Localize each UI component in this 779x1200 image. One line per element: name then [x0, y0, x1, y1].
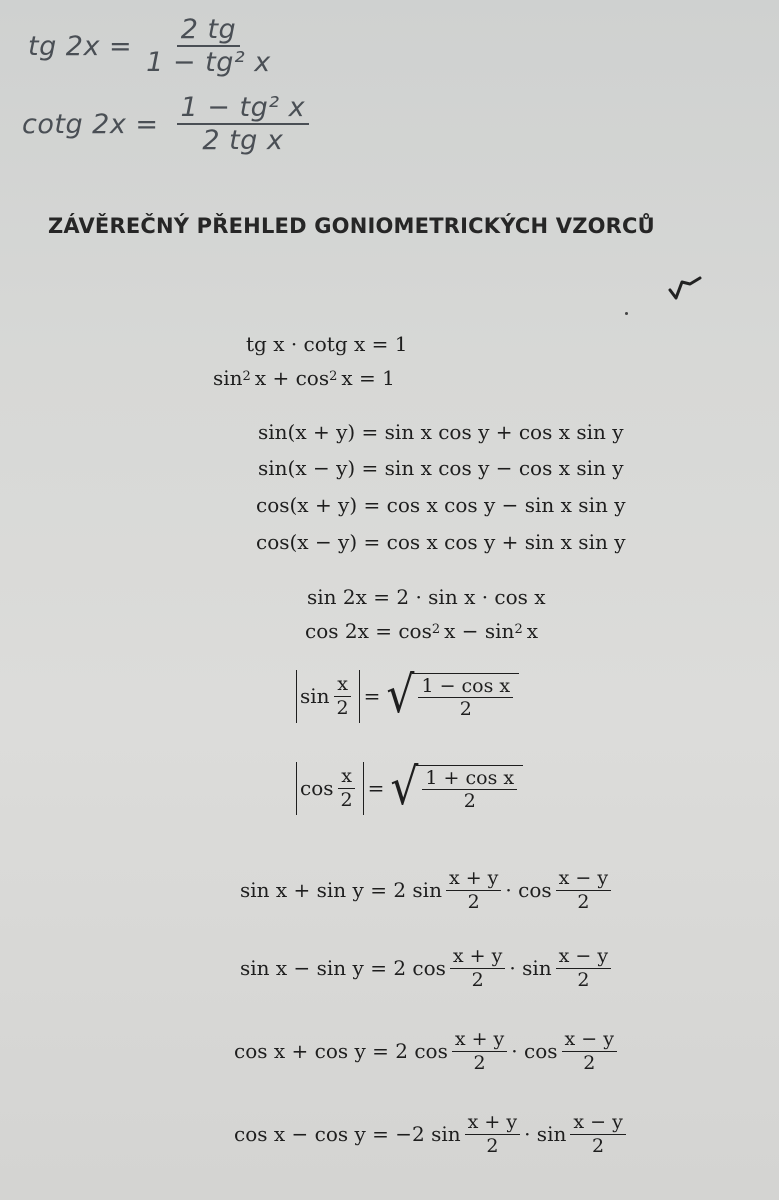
fraction [338, 766, 356, 811]
fraction [556, 946, 611, 991]
checkmark-icon [668, 274, 702, 302]
note-lhs: cotg 2x = [22, 108, 159, 140]
formula-part: x = 1 [341, 366, 395, 390]
fraction [334, 674, 352, 719]
denominator: 2 [583, 1051, 596, 1074]
fraction [446, 868, 501, 913]
formula-part: · cos [505, 878, 552, 903]
formula-cos-plus-cos [234, 1029, 621, 1074]
note-lhs: tg 2x = [28, 30, 133, 62]
denominator: 2 [459, 698, 472, 721]
formula-cos-minus-cos [234, 1112, 630, 1157]
denominator: 2 [592, 1134, 605, 1157]
denominator: 2 [577, 968, 590, 991]
numerator: 1 + cos x [422, 768, 517, 791]
denominator: 2 [340, 788, 353, 811]
fraction [465, 1112, 520, 1157]
function-name: cos [300, 776, 334, 801]
formula-tg-cotg: tg x · cotg x = 1 [246, 332, 408, 356]
formula-part: cos x + cos y = 2 cos [234, 1039, 448, 1064]
fraction [562, 1029, 617, 1074]
radical-icon: √ [386, 666, 415, 726]
formula-sin-minus-sin [240, 946, 615, 991]
formula-part: x − sin [444, 619, 515, 643]
equals: = [363, 684, 381, 709]
absolute-value [296, 762, 364, 815]
square-root [390, 758, 523, 818]
formula-sin-plus-sin [240, 868, 615, 913]
numerator: x − y [556, 946, 611, 969]
fraction [570, 1112, 625, 1157]
formula-sin-sum: sin(x + y) = sin x cos y + cos x sin y [258, 420, 624, 444]
formula-part: cos x − cos y = −2 sin [234, 1122, 461, 1147]
numerator: x [338, 766, 355, 789]
dot-mark [625, 312, 628, 315]
formula-part: cos 2x = cos [305, 619, 432, 643]
equals: = [367, 776, 385, 801]
formula-part: sin x − sin y = 2 cos [240, 956, 446, 981]
numerator: x [334, 674, 351, 697]
denominator: 2 [577, 890, 590, 913]
formula-part: · cos [511, 1039, 558, 1064]
formula-cos-sum: cos(x + y) = cos x cos y − sin x sin y [256, 493, 626, 517]
formula-part: x [526, 619, 538, 643]
formula-cos-diff: cos(x − y) = cos x cos y + sin x sin y [256, 530, 626, 554]
formula-sin-diff: sin(x − y) = sin x cos y − cos x sin y [258, 456, 624, 480]
formula-cos-double [305, 619, 538, 643]
note-numerator: 2 tg [177, 14, 241, 47]
note-fraction [177, 92, 310, 156]
page-title: ZÁVĚREČNÝ PŘEHLED GONIOMETRICKÝCH VZORCŮ [48, 214, 655, 238]
formula-part: x + cos [254, 366, 330, 390]
formula-part: · sin [524, 1122, 567, 1147]
numerator: x − y [556, 868, 611, 891]
numerator: x + y [450, 946, 505, 969]
note-numerator: 1 − tg² x [177, 92, 310, 125]
function-name: sin [300, 684, 330, 709]
fraction [450, 946, 505, 991]
formula-sin-half [296, 666, 519, 726]
note-denominator: 1 − tg² x [146, 47, 271, 79]
note-tg2x [28, 14, 275, 78]
denominator: 2 [463, 790, 476, 813]
formula-sin-double: sin 2x = 2 · sin x · cos x [307, 585, 546, 609]
formula-cos-half [296, 758, 523, 818]
numerator: x − y [562, 1029, 617, 1052]
denominator: 2 [486, 1134, 499, 1157]
exponent: 2 [514, 621, 523, 637]
square-root [386, 666, 519, 726]
note-cotg2x [22, 92, 309, 156]
numerator: x + y [452, 1029, 507, 1052]
numerator: x + y [446, 868, 501, 891]
denominator: 2 [336, 696, 349, 719]
numerator: x − y [570, 1112, 625, 1135]
formula-part: · sin [509, 956, 552, 981]
exponent: 2 [329, 368, 338, 384]
formula-part: sin x + sin y = 2 sin [240, 878, 442, 903]
absolute-value [296, 670, 360, 723]
exponent: 2 [242, 368, 251, 384]
formula-part: sin [213, 366, 243, 390]
denominator: 2 [467, 890, 480, 913]
exponent: 2 [431, 621, 441, 637]
fraction [556, 868, 611, 913]
numerator: x + y [465, 1112, 520, 1135]
note-denominator: 2 tg x [202, 125, 284, 157]
note-fraction [142, 14, 275, 78]
denominator: 2 [471, 968, 484, 991]
radical-icon: √ [390, 758, 419, 818]
numerator: 1 − cos x [418, 676, 513, 699]
denominator: 2 [473, 1051, 486, 1074]
formula-pythagorean [213, 366, 395, 390]
fraction [418, 676, 513, 721]
fraction [422, 768, 517, 813]
fraction [452, 1029, 507, 1074]
